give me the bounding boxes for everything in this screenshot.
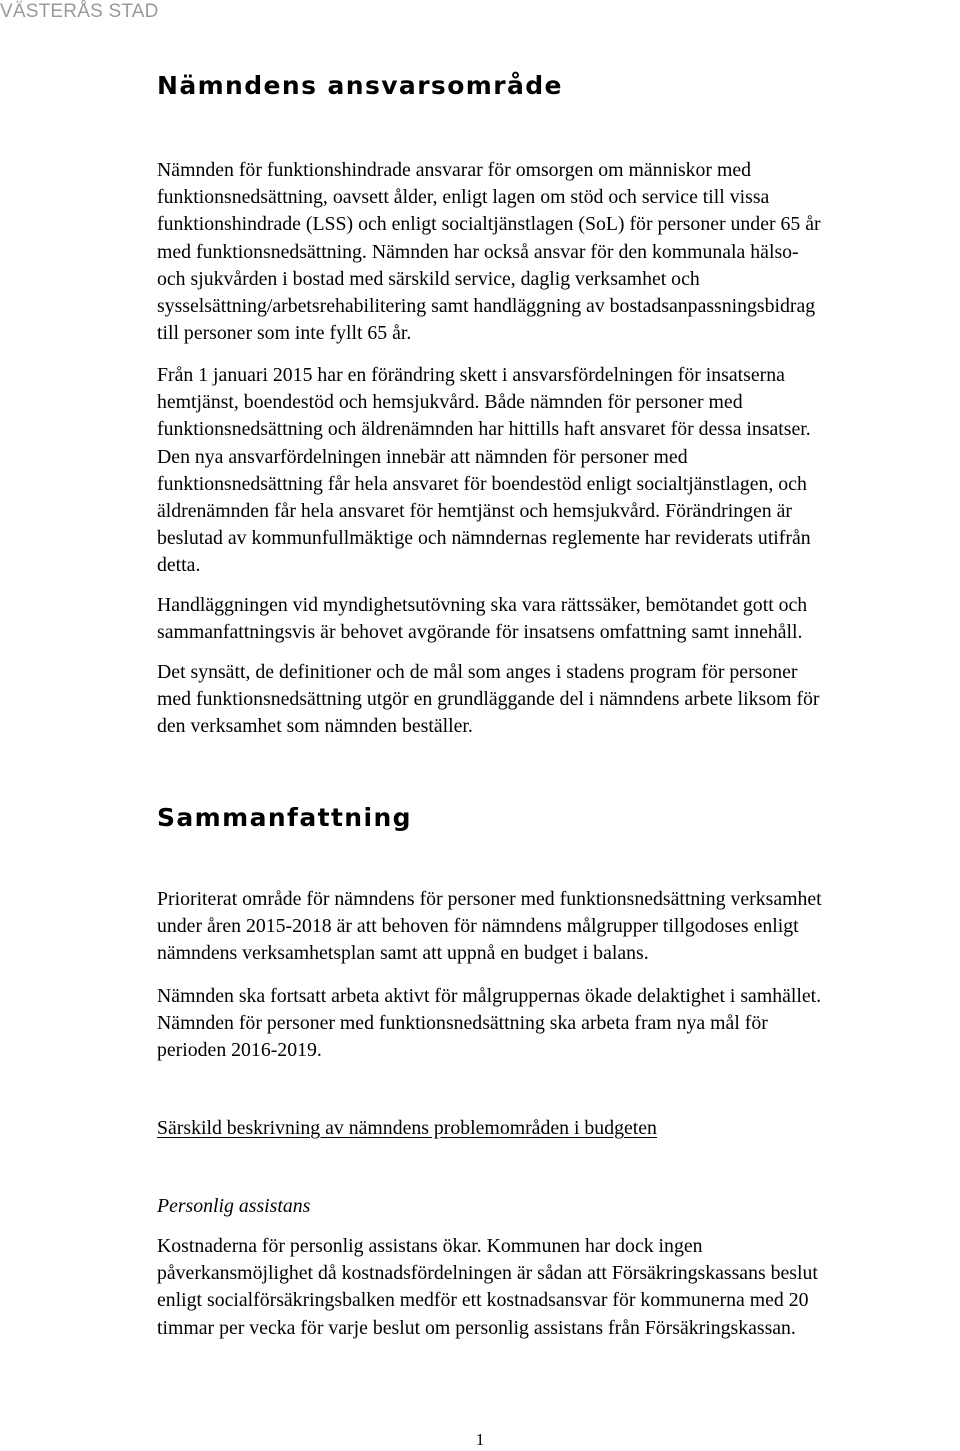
text-line: Nämnden ska fortsatt arbeta aktivt för målgruppernas ökade delaktighet i samhället. bbox=[157, 985, 822, 1007]
text-line: beslutad av kommunfullmäktige och nämndernas reglemente har reviderats utifrån bbox=[157, 527, 811, 550]
text-line: sammanfattningsvis är behovet avgörande för insatsens omfattning samt innehåll. bbox=[157, 621, 803, 644]
text-line: hemtjänst, boendestöd och hemsjukvård. Både nämnden för personer med bbox=[157, 391, 743, 414]
text-line: med funktionsnedsättning. Nämnden har också ansvar för den kommunala hälso- bbox=[157, 240, 799, 263]
page-number: 1 bbox=[475, 1430, 485, 1449]
heading-responsibility: Nämndens ansvarsområde bbox=[157, 71, 563, 100]
text-line: med funktionsnedsättning utgör en grundläggande del i nämndens arbete liksom för bbox=[157, 688, 820, 711]
text-line: funktionsnedsättning får hela ansvaret för boendestöd enligt socialtjänstlagen, och bbox=[157, 472, 807, 495]
text-line: den verksamhet som nämnden beställer. bbox=[157, 715, 473, 738]
text-line: timmar per vecka för varje beslut om personlig assistans från Försäkringskassan. bbox=[157, 1316, 796, 1339]
text-line: funktionsnedsättning och äldrenämnden har hittills haft ansvaret för dessa insatser. bbox=[157, 418, 811, 441]
paragraph-summary-2 bbox=[157, 983, 953, 1065]
organization-name: VÄSTERÅS STAD bbox=[0, 1, 159, 22]
text-line: Handläggningen vid myndighetsutövning ska vara rättssäker, bemötandet gott och bbox=[157, 594, 808, 616]
text-line: Den nya ansvarfördelningen innebär att nämnden för personer med bbox=[157, 445, 688, 468]
text-line: och sjukvården i bostad med särskild service, daglig verksamhet och bbox=[157, 267, 700, 290]
text-line: nämndens verksamhetsplan samt att uppnå en budget i balans. bbox=[157, 942, 649, 965]
subheading-personal-assistance: Personlig assistans bbox=[157, 1195, 311, 1217]
text-line: Prioriterat område för nämndens för personer med funktionsnedsättning verksamhet bbox=[157, 888, 822, 910]
text-line: detta. bbox=[157, 554, 201, 577]
text-line: enligt socialförsäkringsbalken medför ett kostnadsansvar för kommunerna med 20 bbox=[157, 1289, 809, 1312]
paragraph-responsibility-1 bbox=[157, 157, 953, 347]
heading-summary: Sammanfattning bbox=[157, 803, 412, 832]
paragraph-responsibility-4 bbox=[157, 659, 953, 741]
text-line: Det synsätt, de definitioner och de mål som anges i stadens program för personer bbox=[157, 661, 798, 683]
heading-problem-areas: Särskild beskrivning av nämndens problemområden i budgeten bbox=[157, 1117, 657, 1139]
paragraph-responsibility-3 bbox=[157, 592, 953, 646]
text-line: funktionshindrade (LSS) och enligt socialtjänstlagen (SoL) för personer under 65 år bbox=[157, 213, 821, 236]
text-line: Nämnden för funktionshindrade ansvarar för omsorgen om människor med bbox=[157, 159, 752, 181]
text-line: funktionsnedsättning, oavsett ålder, enligt lagen om stöd och service till vissa bbox=[157, 186, 770, 209]
text-line: perioden 2016-2019. bbox=[157, 1039, 322, 1062]
text-line: äldrenämnden får hela ansvaret för hemtjänst och hemsjukvård. Förändringen är bbox=[157, 500, 792, 523]
text-line: Från 1 januari 2015 har en förändring skett i ansvarsfördelningen för insatserna bbox=[157, 364, 785, 386]
text-line: Nämnden för personer med funktionsnedsättning ska arbeta fram nya mål för bbox=[157, 1012, 768, 1035]
text-line: påverkansmöjlighet då kostnadsfördelningen är sådan att Försäkringskassans beslut bbox=[157, 1262, 818, 1285]
text-line: sysselsättning/arbetsrehabilitering samt handläggning av bostadsanpassningsbidrag bbox=[157, 295, 816, 318]
text-line: Kostnaderna för personlig assistans ökar. Kommunen har dock ingen bbox=[157, 1235, 703, 1257]
paragraph-personal-assistance bbox=[157, 1233, 953, 1342]
text-line: under åren 2015-2018 är att behoven för nämndens målgrupper tillgodoses enligt bbox=[157, 915, 799, 938]
paragraph-responsibility-2 bbox=[157, 362, 953, 580]
text-line: till personer som inte fyllt 65 år. bbox=[157, 322, 412, 345]
paragraph-summary-1 bbox=[157, 886, 953, 968]
